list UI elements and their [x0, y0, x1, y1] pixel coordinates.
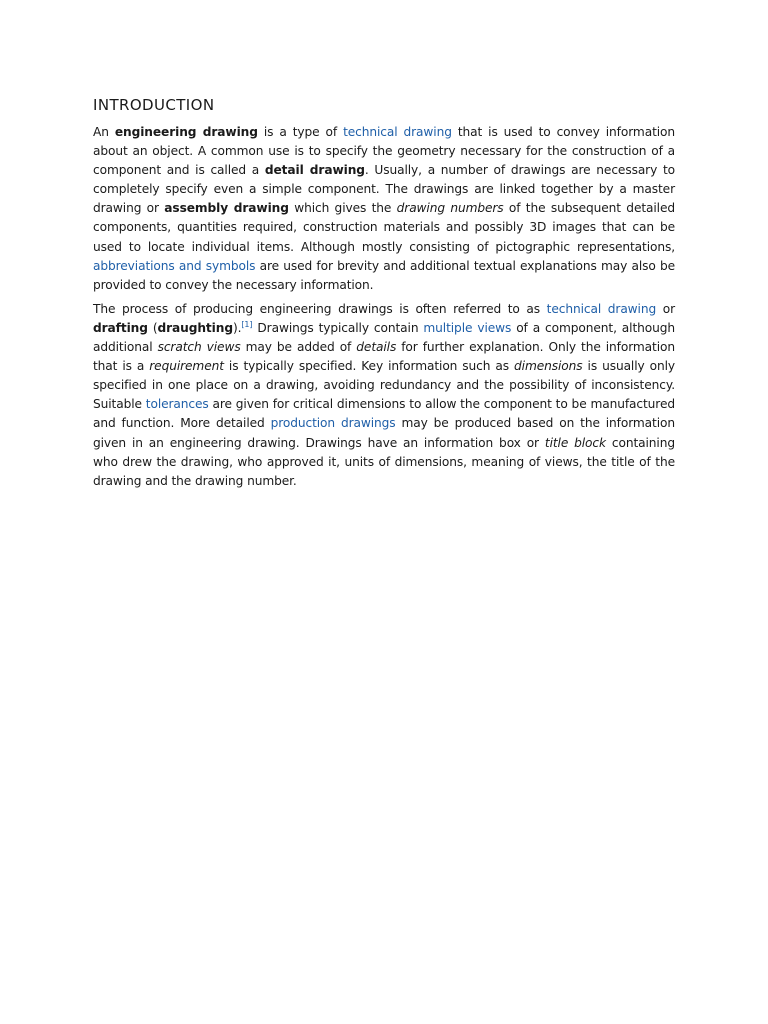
bold-term-drafting: drafting [93, 320, 148, 335]
bold-term-draughting: draughting [157, 320, 233, 335]
text-run: are given for critical dimensions to allow the component to be manufactured and function. More detailed [93, 397, 675, 431]
text-run: or [656, 301, 676, 316]
paragraph-2 [93, 300, 675, 491]
bold-term-detail-drawing: detail drawing [264, 163, 365, 178]
link-technical-drawing[interactable]: technical drawing [343, 125, 452, 139]
text-run: An [93, 125, 115, 139]
paragraph-1 [93, 123, 675, 295]
text-run: ( [147, 320, 158, 335]
text-run: are used for brevity and additional textual explanations may also be provided to convey the necessary information. [93, 258, 675, 292]
bold-term-engineering-drawing: engineering drawing [114, 125, 258, 139]
italic-term-requirement: requirement [149, 359, 224, 374]
link-production-drawings[interactable]: production drawings [270, 416, 396, 431]
text-run: is typically specified. Key information such as [223, 359, 515, 374]
text-run: for further explanation. Only the information that is a [93, 340, 675, 374]
text-run: is usually only specified in one place on a drawing, avoiding redundancy and the possibility of inconsistency. Suitable [93, 359, 676, 412]
italic-term-drawing-numbers: drawing numbers [396, 201, 504, 216]
italic-term-dimensions: dimensions [514, 359, 583, 374]
italic-term-title-block: title block [544, 435, 606, 450]
text-run: that is used to convey information about an object. A common use is to specify the geometry necessary for the construction of a component and is called a [93, 125, 676, 178]
link-multiple-views[interactable]: multiple views [423, 320, 512, 335]
italic-term-details: details [356, 340, 397, 355]
text-run: . Usually, a number of drawings are necessary to completely specify even a simple component. The drawings are linked together by a master drawing or [93, 163, 675, 216]
text-run: Drawings typically contain [252, 320, 424, 335]
text-run: which gives the [288, 201, 397, 216]
reference-link-1[interactable]: [1] [241, 319, 253, 329]
text-run: of a component, although additional [93, 320, 676, 355]
italic-term-scratch-views: scratch views [157, 340, 241, 355]
text-run: containing who drew the drawing, who approved it, units of dimensions, meaning of views, the title of the drawing and the drawing number. [93, 435, 675, 488]
link-tolerances[interactable]: tolerances [145, 397, 209, 412]
section-heading: INTRODUCTION [93, 96, 215, 114]
text-run: of the subsequent detailed components, quantities required, construction materials and possibly 3D images that can be used to locate individual items. Although mostly consisting of pictographic representations, [93, 201, 675, 254]
text-run: ). [232, 320, 242, 335]
link-abbreviations-and-symbols[interactable]: abbreviations and symbols [93, 258, 256, 273]
text-run: is a type of [257, 125, 344, 139]
link-technical-drawing-2[interactable]: technical drawing [546, 301, 657, 316]
document-page [93, 94, 675, 496]
bold-term-assembly-drawing: assembly drawing [164, 201, 289, 216]
text-run: may be added of [240, 340, 357, 355]
text-run: may be produced based on the information given in an engineering drawing. Drawings have an information box or [93, 416, 675, 450]
text-run: The process of producing engineering drawings is often referred to as [93, 301, 547, 316]
